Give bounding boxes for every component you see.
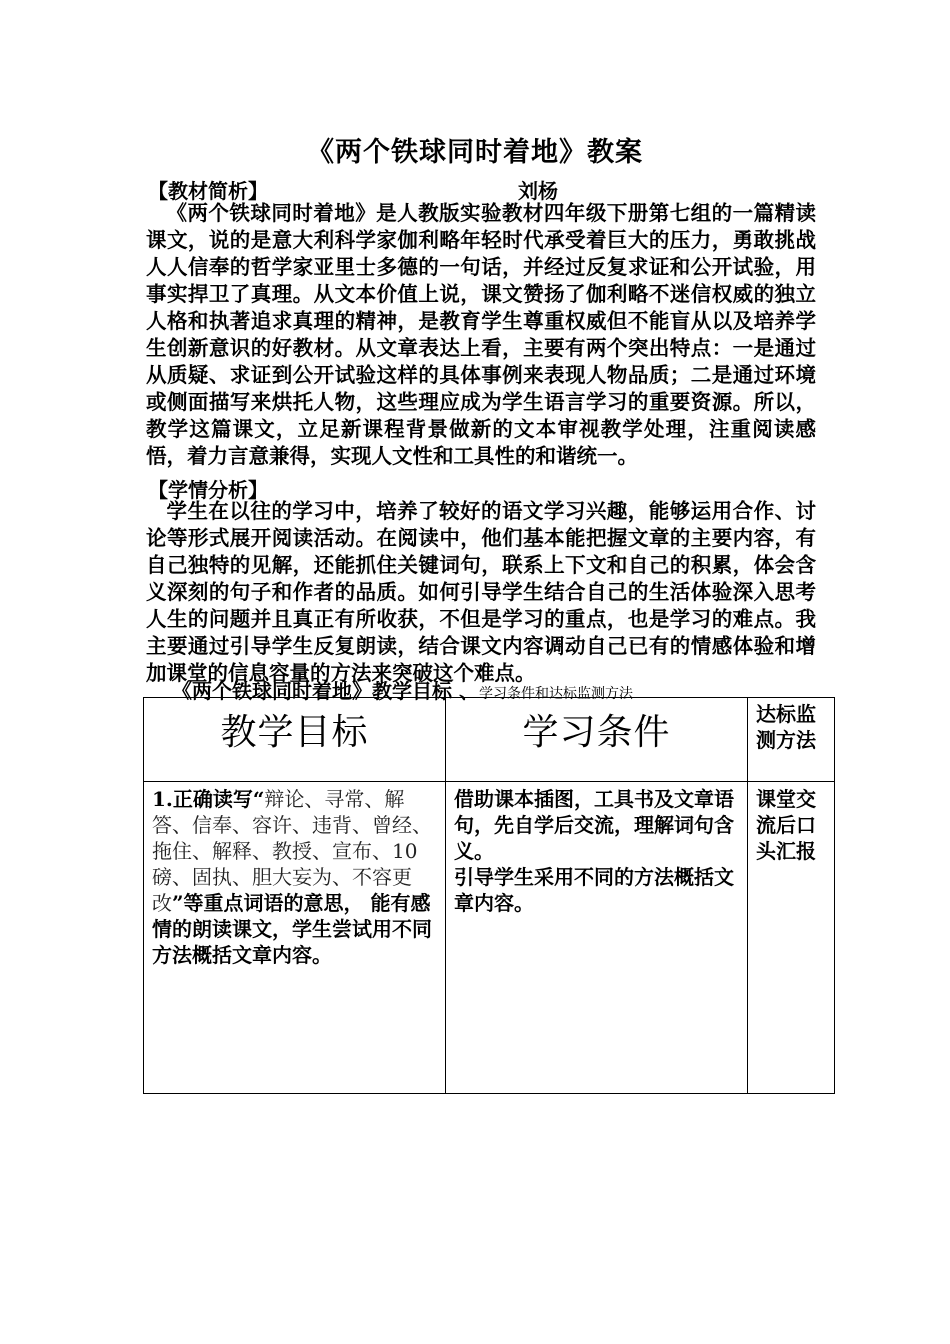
paragraph-text: 《两个铁球同时着地》是人教版实验教材四年级下册第七组的一篇精读课文，说的是意大利科学家伽利略年轻时代承受着巨大的压力，勇敢挑战人人信奉的哲学家亚里士多德的一句话，并经过反复求证和公开试验，用事实捍卫了真理。从文本价值上说，课文赞扬了伽利略不迷信权威的独立人格和执著追求真理的精神，是教育学生尊重权威但不能盲从以及培养学生创新意识的好教材。从文章表达上看，主要有两个突出特点：一是通过从质疑、求证到公开试验这样的具体事例来表现人物品质；二是通过环境或侧面描写来烘托人物，这些理应成为学生语言学习的重要资源。所以，教学这篇课文，立足新课程背景做新的文本审视教学处理，注重阅读感悟，着力言意兼得，实现人文性和工具性的和谐统一。 <box>146 201 816 468</box>
student-analysis-paragraph <box>146 498 816 687</box>
author-name: 刘杨 <box>518 179 558 203</box>
method-cell: 课堂交流后口头汇报 <box>748 782 835 1094</box>
table-caption-main: 《两个铁球同时着地》教学目标 、 <box>172 679 479 703</box>
goal-suffix: ”等重点词语的意思， 能有感情的朗读课文，学生尝试用不同方法概括文章内容。 <box>152 891 432 967</box>
goal-prefix: 1.正确读写“ <box>152 787 265 811</box>
goal-vocabulary-words: 辩论、寻常、解答、信奉、容许、违背、曾经、拖住、解释、教授、宣布、10磅、固执、胆大妄为、不容更改 <box>152 787 432 915</box>
condition-line-2: 引导学生采用不同的方法概括文章内容。 <box>454 865 734 915</box>
section-heading-textbook-analysis: 【教材简析】 <box>148 179 268 203</box>
table-header-row <box>144 698 835 782</box>
header-learning-conditions: 学习条件 <box>446 698 748 782</box>
goal-cell <box>144 782 446 1094</box>
table-caption-sub: 学习条件和达标监测方法 <box>478 686 633 702</box>
header-assessment-method: 达标监测方法 <box>748 698 835 782</box>
table-row <box>144 782 835 1094</box>
document-title: 《两个铁球同时着地》教案 <box>307 137 643 168</box>
paragraph-text: 学生在以往的学习中，培养了较好的语文学习兴趣，能够运用合作、讨论等形式展开阅读活动。在阅读中，他们基本能把握文章的主要内容，有自己独特的见解，还能抓住关键词句，联系上下文和自己的积累，体会含义深刻的句子和作者的品质。如何引导学生结合自己的生活体验深入思考人生的问题并且真正有所收获，不但是学习的重点，也是学习的难点。我主要通过引导学生反复朗读，结合课文内容调动自己已有的情感体验和增加课堂的信息容量的方法来突破这个难点。 <box>146 499 816 685</box>
condition-line-1: 借助课本插图，工具书及文章语句，先自学后交流，理解词句含义。 <box>454 787 734 863</box>
header-teaching-goal: 教学目标 <box>144 698 446 782</box>
teaching-goals-table <box>143 697 835 1094</box>
conditions-cell <box>446 782 748 1094</box>
textbook-analysis-paragraph <box>146 200 816 470</box>
section-heading-student-analysis: 【学情分析】 <box>148 478 268 502</box>
